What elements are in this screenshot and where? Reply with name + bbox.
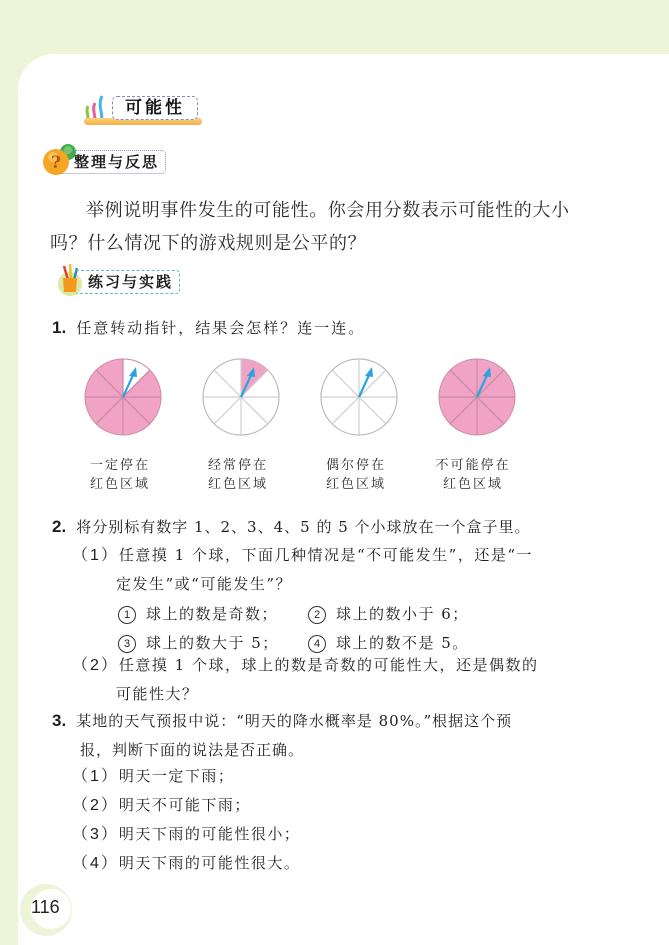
unit-title: 可能性 <box>112 96 198 120</box>
circled-number: 2 <box>308 606 326 624</box>
section-header-label: 整理与反思 <box>60 150 166 174</box>
question-number: 3. <box>52 711 67 730</box>
item-tag: （2） <box>72 797 119 814</box>
list-item <box>72 762 612 791</box>
caption-line: 红色区域 <box>325 477 386 492</box>
reflect-paragraph: 举例说明事件发生的可能性。你会用分数表示可能性的大小吗？什么情况下的游戏规则是公平的？ <box>50 200 570 254</box>
part-tag: （1） <box>72 547 119 564</box>
part-text-cont: 定发生”或“可能发生”？ <box>116 575 293 593</box>
caption-line: 经常停在 <box>207 458 268 473</box>
caption-line: 不可能停在 <box>435 458 511 473</box>
question-3-items <box>72 762 612 878</box>
circled-number: 3 <box>118 635 136 653</box>
option-text: 球上的数是奇数； <box>146 605 279 623</box>
question-text: 将分别标有数字 1、2、3、4、5 的 5 个小球放在一个盒子里。 <box>76 518 531 536</box>
question-number: 1. <box>52 318 67 337</box>
spinner-caption <box>428 456 518 494</box>
part-text-cont: 可能性大？ <box>116 685 199 703</box>
question-1 <box>52 313 365 343</box>
question-number: 2. <box>52 517 67 536</box>
caption-line: 红色区域 <box>89 477 150 492</box>
question-3 <box>52 706 632 765</box>
spinner-caption <box>311 456 401 494</box>
item-tag: （4） <box>72 855 119 872</box>
part-tag: （2） <box>72 657 119 674</box>
part-text: 任意摸 1 个球，球上的数是奇数的可能性大，还是偶数的 <box>118 656 539 674</box>
question-text-cont: 报，判断下面的说法是否正确。 <box>80 741 305 759</box>
option-text: 球上的数小于 6； <box>336 605 469 623</box>
spinner-0-of-8-red <box>314 352 404 442</box>
option-text: 球上的数大于 5； <box>146 634 279 652</box>
question-2-part-2 <box>72 651 612 709</box>
spinner-group <box>78 352 518 442</box>
spinner-8-of-8-red <box>432 352 522 442</box>
list-item <box>72 791 612 820</box>
part-text: 任意摸 1 个球，下面几种情况是“不可能发生”，还是“一 <box>118 546 533 564</box>
circled-number: 4 <box>308 635 326 653</box>
item-text: 明天下雨的可能性很大。 <box>118 854 301 872</box>
item-tag: （1） <box>72 768 119 785</box>
caption-line: 红色区域 <box>442 477 503 492</box>
option-text: 球上的数不是 5。 <box>336 634 469 652</box>
question-text: 某地的天气预报中说：“明天的降水概率是 80%。”根据这个预 <box>76 712 513 730</box>
section-header-reflect <box>40 142 200 176</box>
question-2-part-1 <box>72 541 612 599</box>
caption-line: 偶尔停在 <box>325 458 386 473</box>
list-item <box>72 820 612 849</box>
svg-text:?: ? <box>51 153 61 173</box>
spinner-caption <box>75 456 165 494</box>
item-text: 明天不可能下雨； <box>118 796 251 814</box>
section-header-label: 练习与实践 <box>76 270 180 294</box>
item-tag: （3） <box>72 826 119 843</box>
caption-line: 红色区域 <box>207 477 268 492</box>
spinner-caption <box>193 456 283 494</box>
item-text: 明天一定下雨； <box>118 767 235 785</box>
page-number: 116 <box>31 897 60 917</box>
section-header-practice <box>56 262 196 296</box>
question-2 <box>52 512 632 542</box>
spinner-1-of-8-red <box>196 352 286 442</box>
list-item <box>72 849 612 878</box>
item-text: 明天下雨的可能性很小； <box>118 825 301 843</box>
option-row <box>118 600 469 629</box>
question-text: 任意转动指针，结果会怎样？连一连。 <box>76 319 366 337</box>
circled-number: 1 <box>118 606 136 624</box>
caption-line: 一定停在 <box>89 458 150 473</box>
spinner-7-of-8-red <box>78 352 168 442</box>
